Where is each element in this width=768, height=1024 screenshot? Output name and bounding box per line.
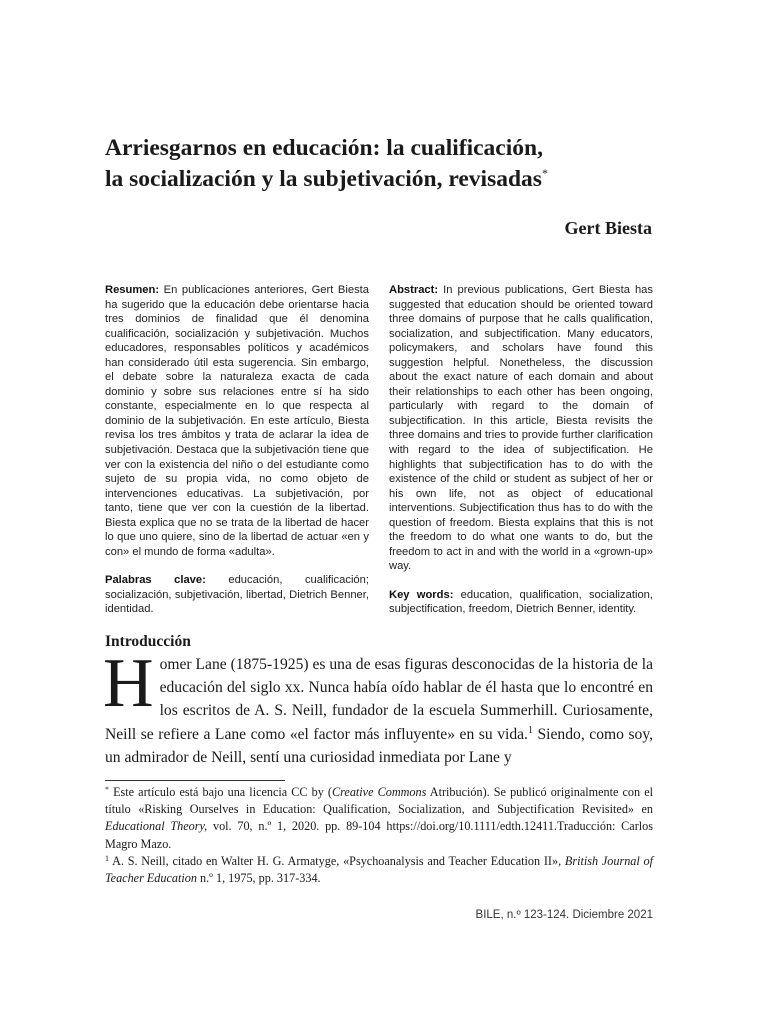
article-title <box>105 133 665 195</box>
resumen-label: Resumen: <box>105 284 160 296</box>
palabras-clave-text: educación, cualificación; socialización, subjetivación, libertad, Dietrich Benner, identidad. <box>105 574 369 616</box>
footnote-star-marker: * <box>105 785 109 794</box>
footnotes <box>105 784 653 887</box>
key-words-text: education, qualification, socialization, subjectification, freedom, Dietrich Benner, identity. <box>389 588 653 616</box>
palabras-clave-label: Palabras clave: <box>105 574 206 587</box>
resumen-text: En publicaciones anteriores, Gert Biesta ha sugerido que la educación debe orientarse hacia tres dominios de finalidad que él denomina cualificación, socialización y subjetivación. Muchos educadores, responsables políticos y académicos han considerado útil esta sugerencia. Sin embargo, el debate sobre la naturaleza exacta de cada dominio y sobre sus relaciones entre sí ha sido constante, especialmente en lo que respecta al dominio de la subjetivación. En este artículo, Biesta revisa los tres ámbitos y trata de aclarar la idea de subjetivación. Destaca que la subjetivación tiene que ver con la existencia del niño o del estudiante como sujeto de su propia vida, no como objeto de intervenciones educativas. La subjetivación, por tanto, tiene que ver con la cuestión de la libertad. Biesta explica que no se trata de la libertad de hacer lo que uno quiere, sino de la libertad de actuar «en y con» el mundo de forma «adulta». <box>105 284 369 558</box>
intro-text-2: Siendo, como soy, un admirador de Neill, sentí una curiosidad inmediata por Lane y <box>105 725 654 766</box>
author-name: Gert Biesta <box>564 218 652 238</box>
intro-paragraph <box>103 645 654 769</box>
abstract-label: Abstract: <box>389 284 439 296</box>
footnote-star-italic-1: Creative Commons <box>331 785 427 799</box>
section-heading-introduccion: Introducción <box>105 633 191 650</box>
palabras-clave <box>105 573 369 617</box>
abstract-paragraph <box>389 283 653 574</box>
footnote-1 <box>105 853 653 887</box>
resumen-column <box>105 283 369 617</box>
title-footnote-marker[interactable]: * <box>541 166 548 180</box>
title-line-2: la socialización y la subjetivación, revisadas <box>105 166 542 192</box>
resumen-paragraph <box>105 283 369 559</box>
abstract-text: In previous publications, Gert Biesta has suggested that education should be oriented toward three domains of purpose that he calls qualification, socialization, and subjectification. Many educators, policymakers, and scholars have found this suggestion helpful. Nonetheless, the discussion about the exact nature of each domain and about their relationships to each other has been ongoing, particularly with regard to the domain of subjectification. In this article, Biesta revisits the three domains and tries to provide further clarification with regard to the idea of subjectification. He highlights that subjectification has to do with the existence of the child or student as subject of her or his own life, not as object of educational interventions. Subjectification thus has to do with the question of freedom. Biesta explains that this is not the freedom to do what one wants to do, but the freedom to act in and with the world in a «grown-up» way. <box>389 284 653 573</box>
footnote-1-marker: 1 <box>105 853 109 863</box>
footnote-star <box>105 784 653 853</box>
abstract-column <box>389 283 653 617</box>
footnote-ref-1[interactable]: 1 <box>527 724 533 736</box>
footnote-star-text-2: Atribución). Se publicó originalmente con el título «Risking Ourselves in Education: Qualification, Socialization, and Subjectification Revisited» en <box>105 785 653 817</box>
key-words-label: Key words: <box>389 588 454 601</box>
key-words <box>389 588 653 617</box>
footnote-1-text-2: n.º 1, 1975, pp. 317-334. <box>196 871 321 886</box>
footnote-star-italic-2: Educational Theory, <box>105 819 208 834</box>
title-line-1: Arriesgarnos en educación: la cualificación, <box>105 135 543 161</box>
intro-text-1: omer Lane (1875-1925) es una de esas figuras desconocidas de la historia de la educación del siglo xx. Nunca había oído hablar de él hasta que lo encontré en los escritos de A. S. Neill, fundador de la escuela Summerhill. Curiosamente, Neill se refiere a Lane como «el factor más influyente» en su vida. <box>105 656 653 743</box>
page-footer: BILE, n.º 123-124. Diciembre 2021 <box>475 909 653 921</box>
footnote-1-text-1: A. S. Neill, citado en Walter H. G. Armatyge, «Psychoanalysis and Teacher Education II», <box>109 853 565 868</box>
footnote-star-text-1: Este artículo está bajo una licencia CC by ( <box>109 785 332 799</box>
footnote-star-text-3: vol. 70, n.º 1, 2020. pp. 89-104 https://doi.org/10.1111/edth.12411.Traducción: Carlos Magro Mazo. <box>105 819 653 851</box>
footnote-1-italic: British Journal of Teacher Education <box>105 853 654 886</box>
drop-cap: H <box>103 645 154 722</box>
body-text <box>103 645 654 769</box>
footnote-divider <box>105 780 285 781</box>
